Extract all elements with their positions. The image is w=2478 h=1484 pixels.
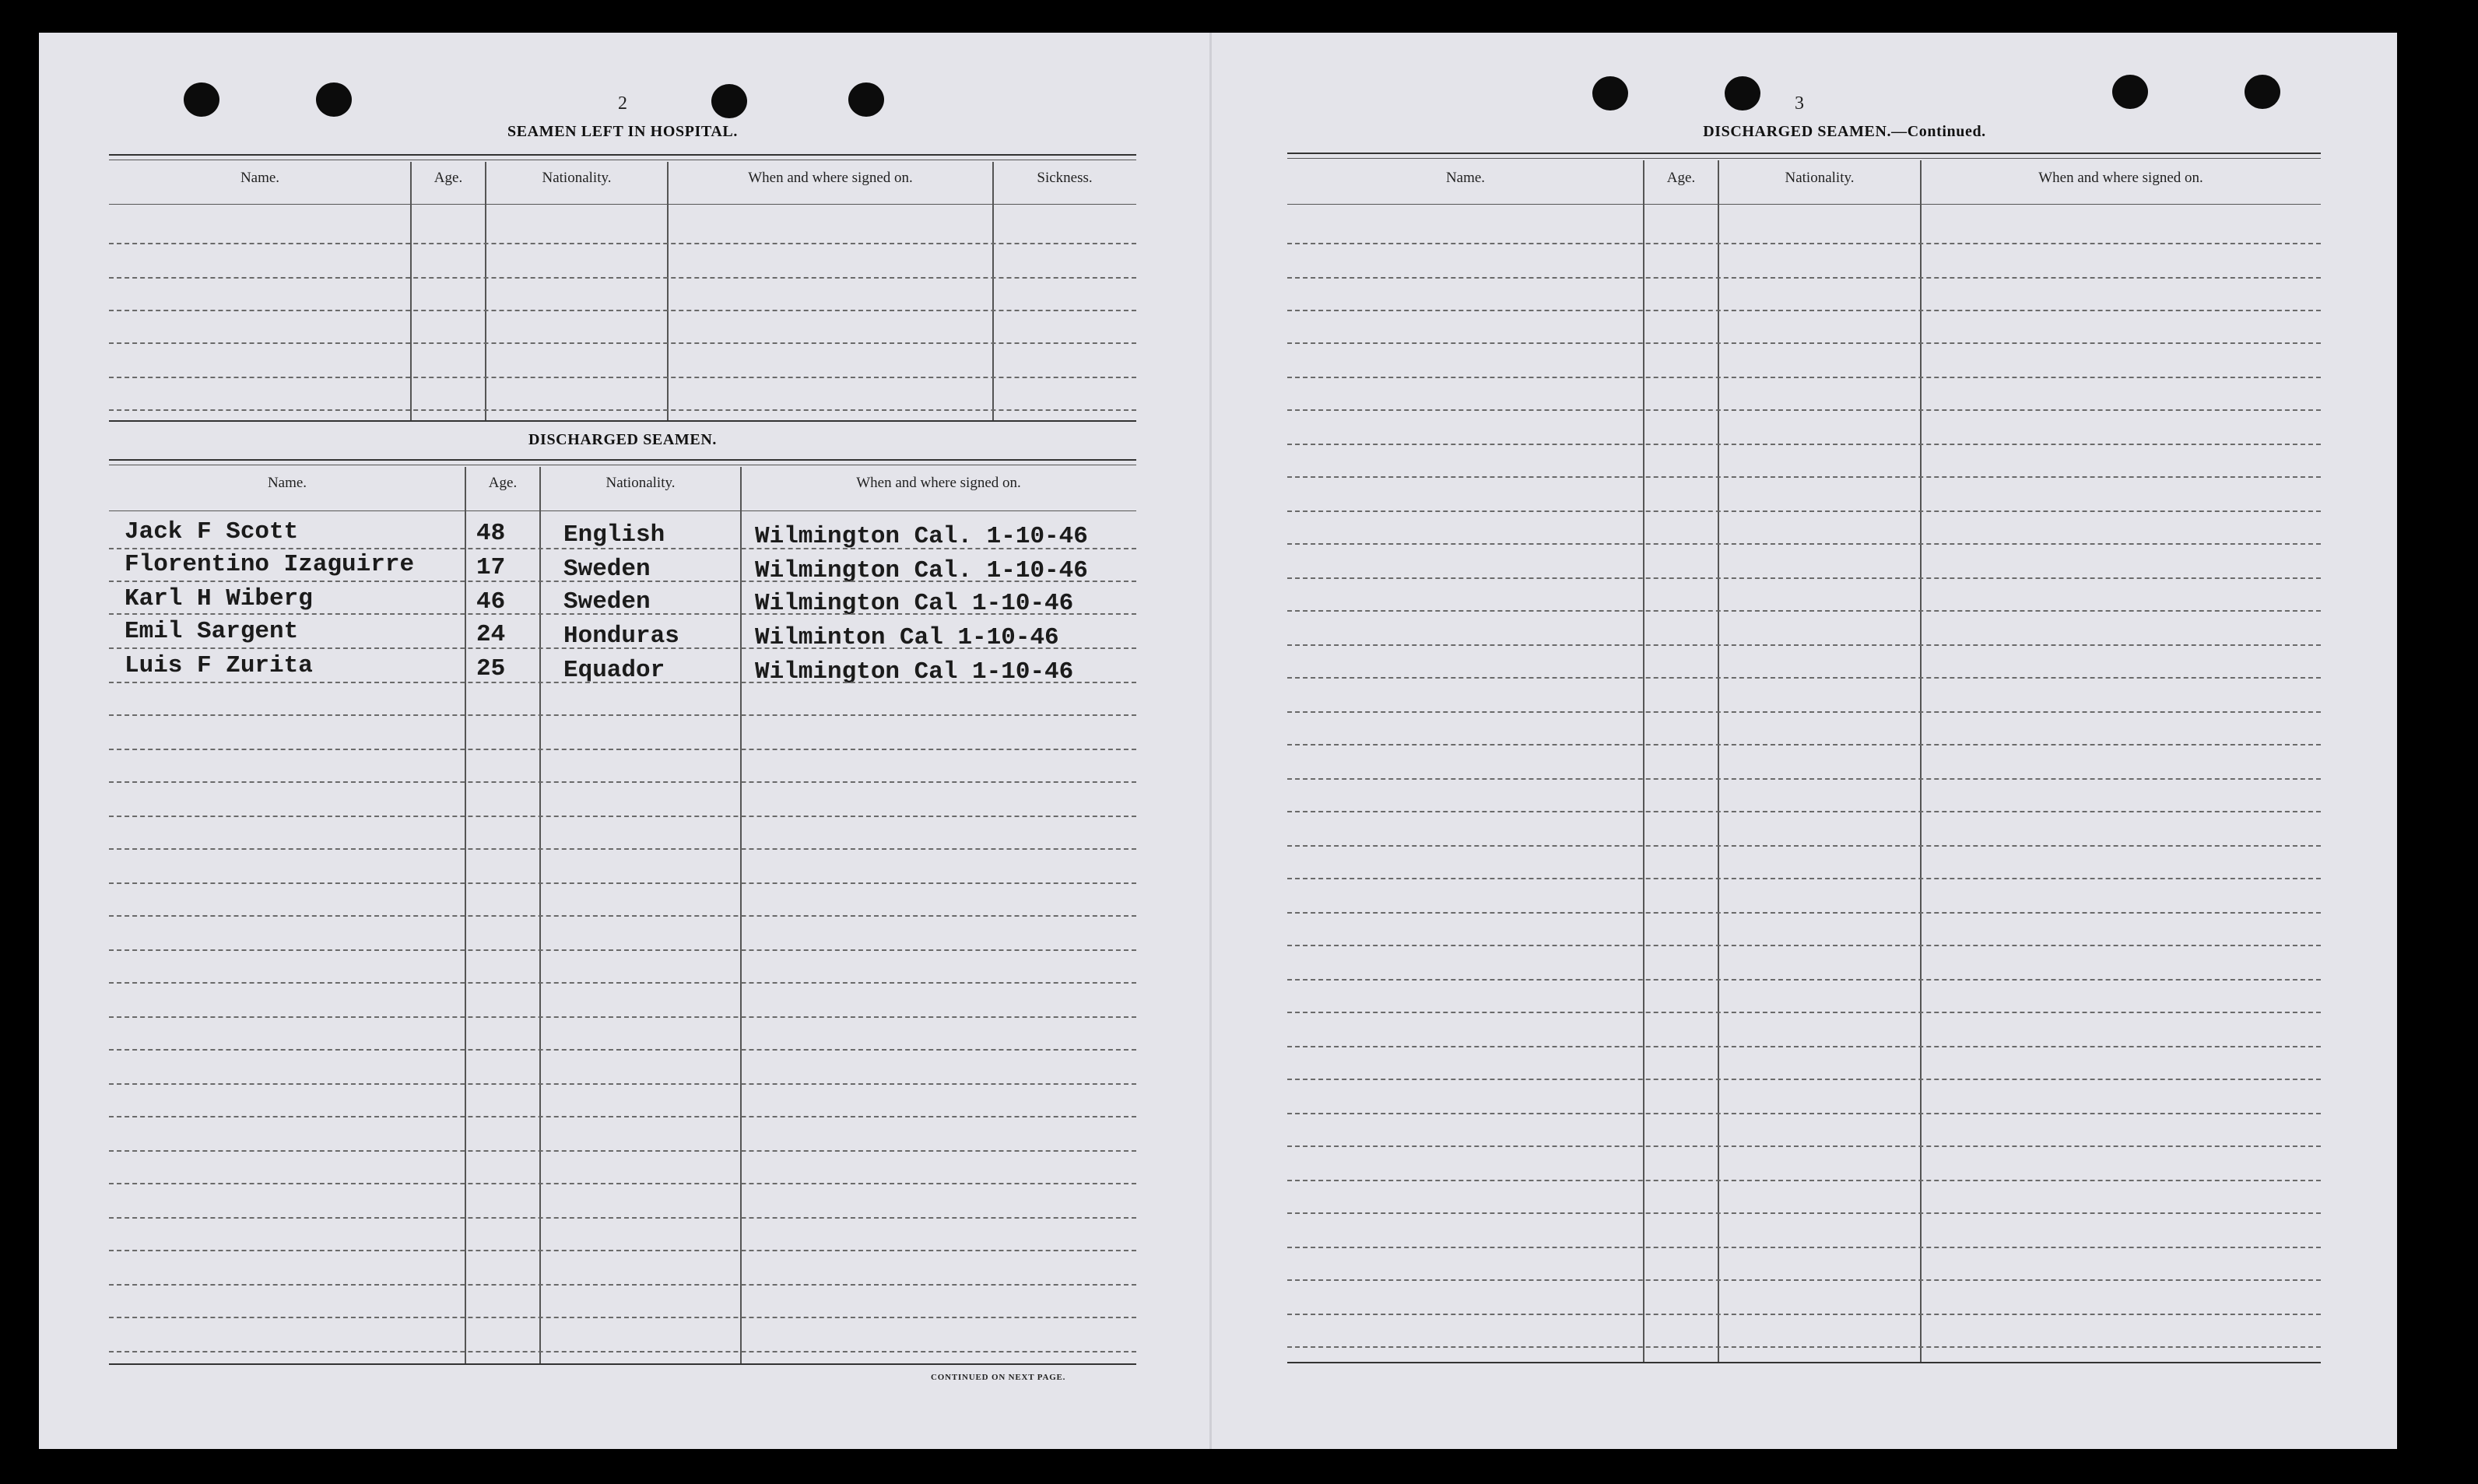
discharged-col-name: Name. — [267, 475, 307, 491]
seaman-signed-on: Wilmington Cal 1-10-46 — [755, 658, 1074, 686]
page-number: 3 — [1795, 93, 1804, 114]
page-number: 2 — [618, 93, 627, 114]
hospital-col-sickness: Sickness. — [1037, 170, 1093, 186]
continued-col-nationality: Nationality. — [1785, 170, 1855, 186]
seaman-nationality: Equador — [563, 657, 665, 684]
seaman-signed-on: Wilmington Cal 1-10-46 — [755, 590, 1074, 617]
seaman-nationality: Sweden — [563, 588, 651, 616]
seaman-age: 17 — [476, 554, 506, 581]
hospital-col-nationality: Nationality. — [542, 170, 612, 186]
discharged-col-nationality: Nationality. — [605, 475, 676, 491]
continued-col-name: Name. — [1445, 170, 1486, 186]
punch-hole — [184, 82, 219, 117]
punch-hole — [1592, 76, 1628, 111]
punch-hole — [711, 84, 747, 118]
seaman-age: 24 — [476, 621, 506, 648]
seaman-signed-on: Wilmington Cal. 1-10-46 — [755, 523, 1088, 550]
discharged-col-age: Age. — [488, 475, 518, 491]
seaman-signed-on: Wilmington Cal. 1-10-46 — [755, 557, 1088, 584]
seaman-signed-on: Wilminton Cal 1-10-46 — [755, 624, 1059, 651]
hospital-col-name: Name. — [240, 170, 280, 186]
seaman-name: Emil Sargent — [125, 618, 299, 645]
seaman-age: 46 — [476, 588, 506, 616]
document-sheet — [39, 33, 2397, 1449]
punch-hole — [2112, 75, 2148, 109]
seaman-age: 48 — [476, 520, 506, 547]
seaman-age: 25 — [476, 655, 506, 682]
continued-col-signed-on: When and where signed on. — [2038, 170, 2203, 186]
discharged-col-signed-on: When and where signed on. — [856, 475, 1021, 491]
seaman-nationality: English — [563, 521, 665, 549]
hospital-col-age: Age. — [433, 170, 463, 186]
seaman-name: Florentino Izaguirre — [125, 551, 415, 578]
punch-hole — [316, 82, 352, 117]
seaman-name: Jack F Scott — [125, 518, 299, 546]
punch-hole — [2245, 75, 2280, 109]
discharged-continued-title: DISCHARGED SEAMEN.—Continued. — [1703, 123, 1986, 140]
discharged-section-title: DISCHARGED SEAMEN. — [528, 431, 717, 448]
seaman-name: Karl H Wiberg — [125, 585, 313, 612]
seaman-nationality: Honduras — [563, 623, 679, 650]
continued-col-age: Age. — [1666, 170, 1696, 186]
punch-hole — [848, 82, 884, 117]
seaman-nationality: Sweden — [563, 556, 651, 583]
continued-note: CONTINUED ON NEXT PAGE. — [931, 1373, 1066, 1382]
seaman-name: Luis F Zurita — [125, 652, 313, 679]
hospital-section-title: SEAMEN LEFT IN HOSPITAL. — [507, 123, 738, 140]
punch-hole — [1725, 76, 1760, 111]
hospital-col-signed-on: When and where signed on. — [748, 170, 913, 186]
page-fold — [1209, 33, 1212, 1449]
